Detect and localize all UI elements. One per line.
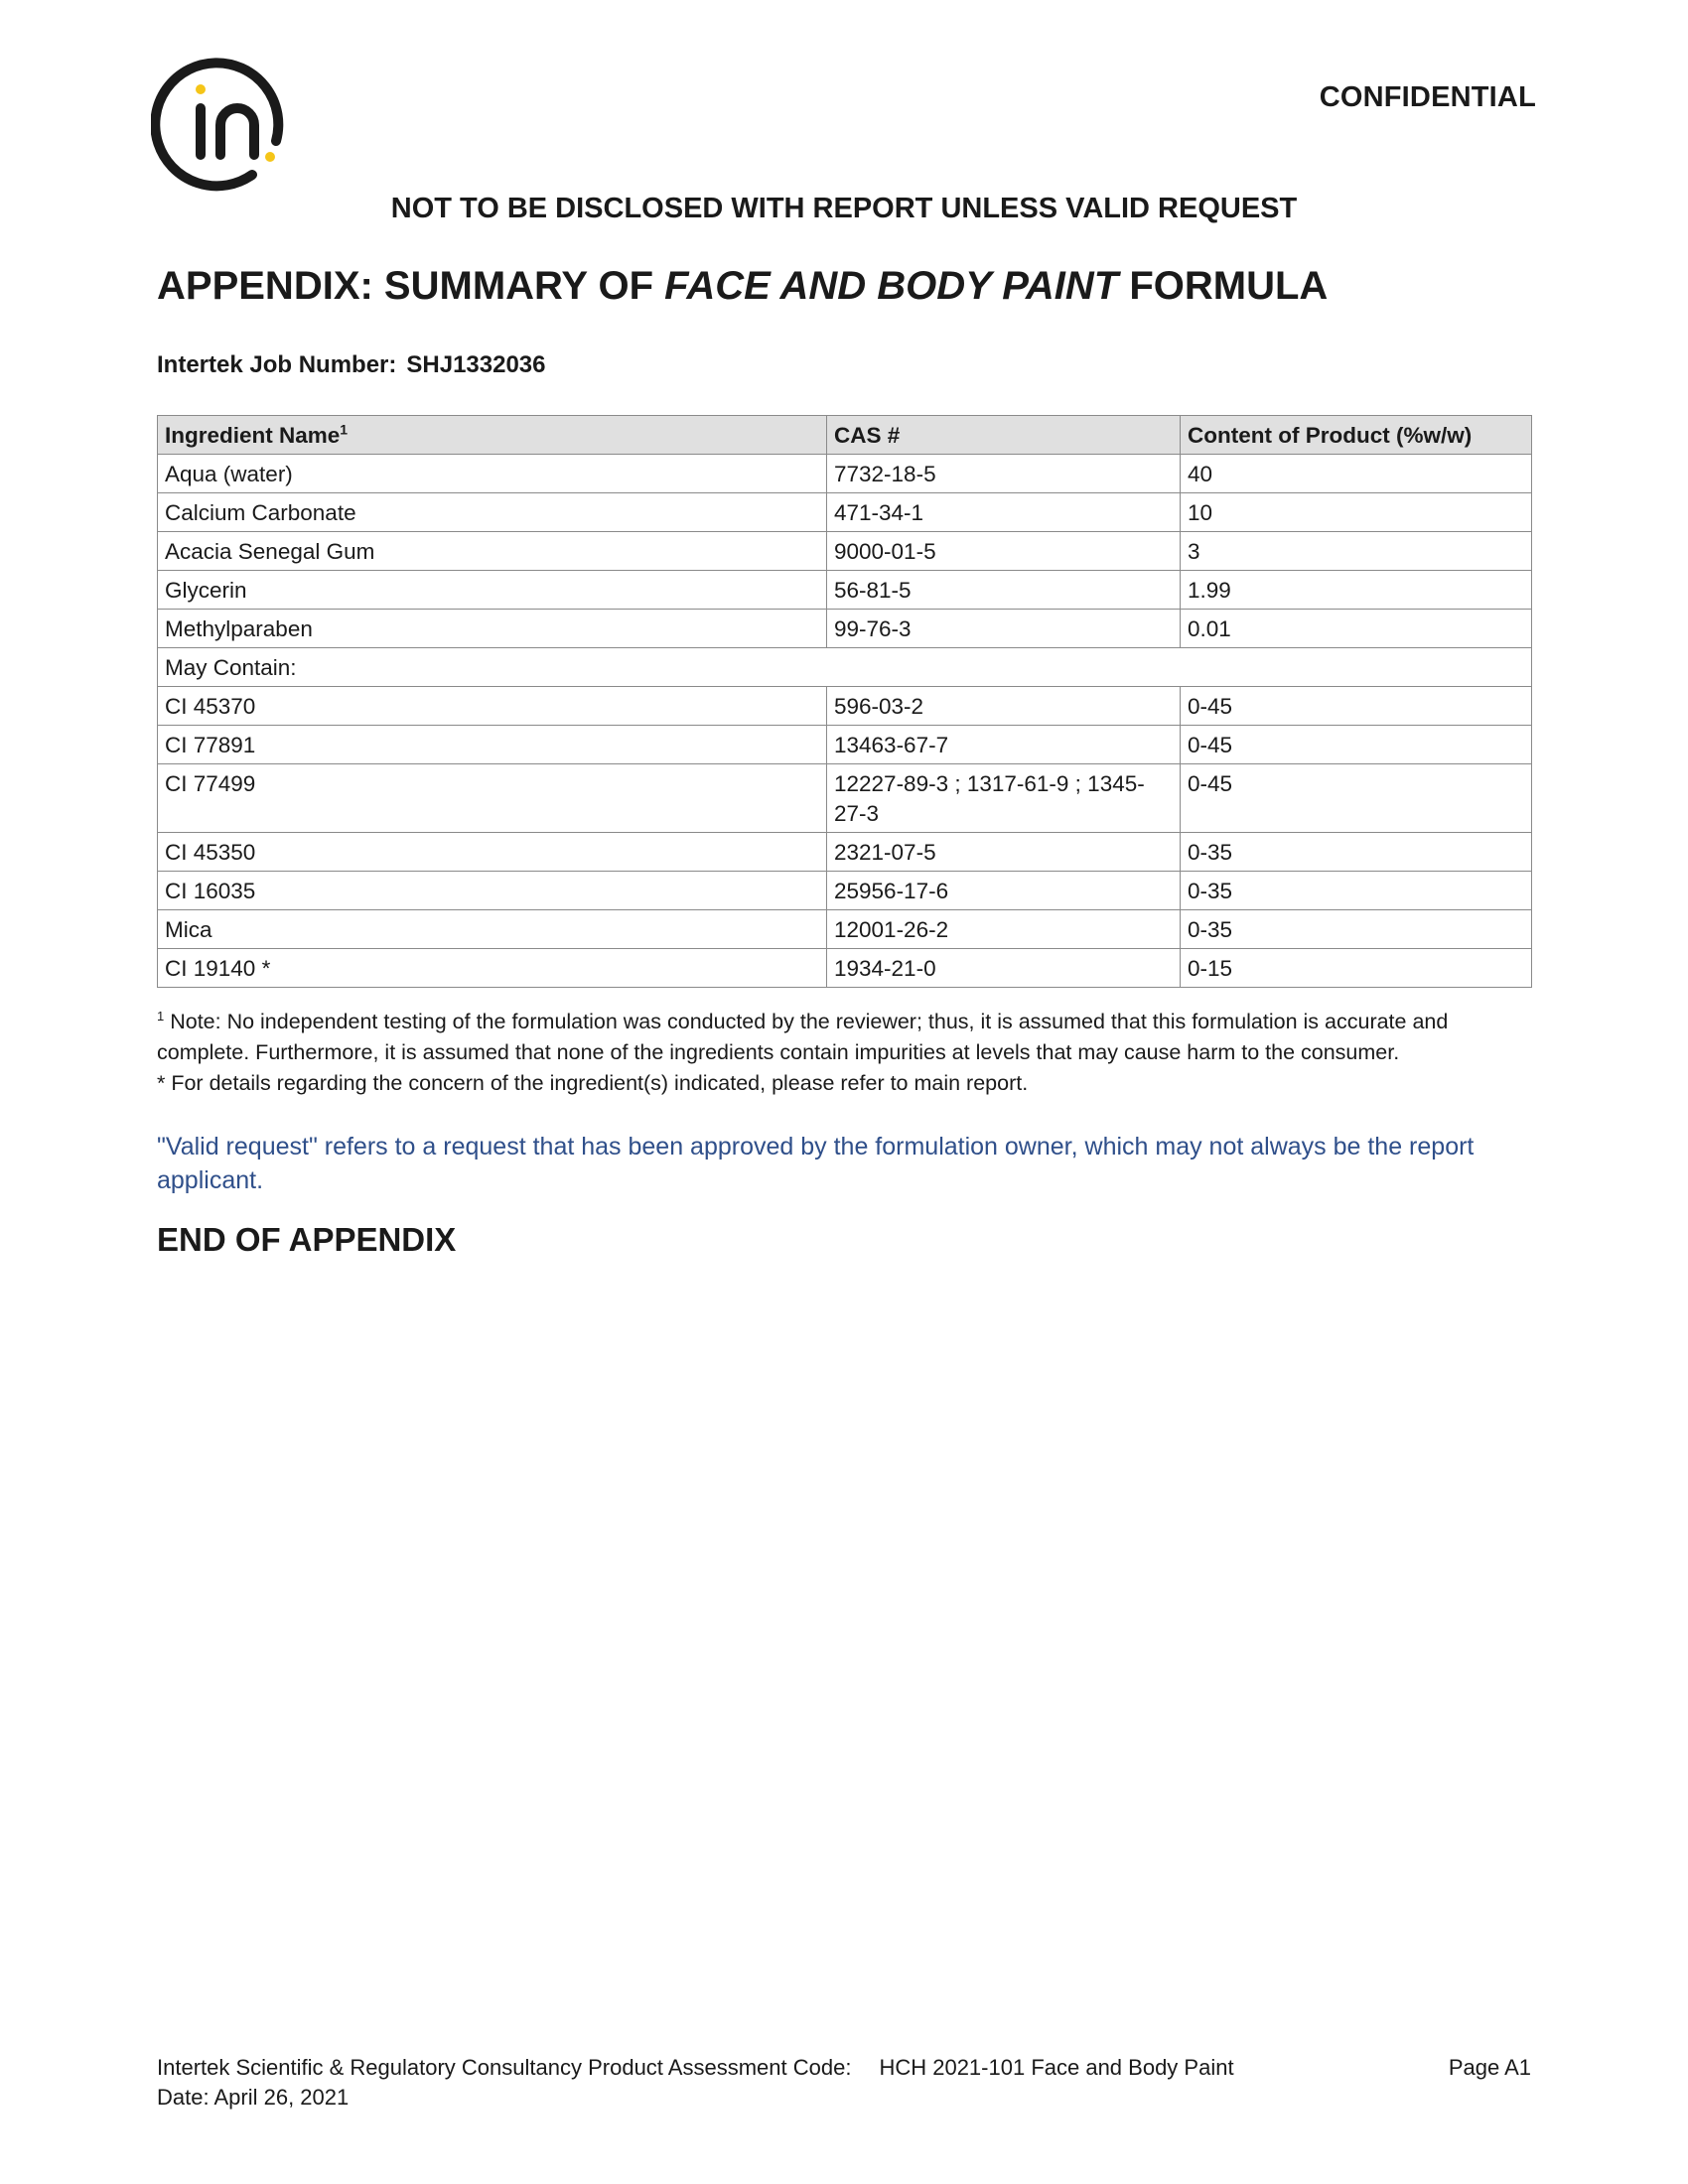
- formula-table: [157, 415, 1532, 988]
- job-number-value: SHJ1332036: [406, 351, 546, 378]
- cas-number: 9000-01-5: [827, 532, 1181, 571]
- title-prefix: APPENDIX: SUMMARY OF: [157, 264, 665, 308]
- may-contain-row: [158, 648, 1532, 687]
- ingredient-name: CI 19140 *: [158, 949, 827, 988]
- table-row: [158, 910, 1532, 949]
- assessment-code-value: HCH 2021-101 Face and Body Paint: [879, 2055, 1234, 2080]
- disclosure-notice: NOT TO BE DISCLOSED WITH REPORT UNLESS VALID REQUEST: [390, 193, 1298, 224]
- ingredient-name: Mica: [158, 910, 827, 949]
- ingredient-name: CI 77499: [158, 764, 827, 833]
- report-date: Date: April 26, 2021: [157, 2085, 350, 2110]
- title-suffix: FORMULA: [1118, 264, 1329, 308]
- cas-number: 471-34-1: [827, 493, 1181, 532]
- ingredient-name: CI 77891: [158, 726, 827, 764]
- cas-number: 12001-26-2: [827, 910, 1181, 949]
- cas-number: 25956-17-6: [827, 872, 1181, 910]
- header-footnote-ref: 1: [340, 421, 349, 438]
- job-number-label: Intertek Job Number:: [157, 351, 397, 378]
- cas-number: 1934-21-0: [827, 949, 1181, 988]
- table-row: [158, 493, 1532, 532]
- may-contain-label: May Contain:: [158, 648, 1532, 687]
- table-row: [158, 872, 1532, 910]
- job-number: [157, 351, 546, 379]
- content-percent: 0-45: [1181, 726, 1532, 764]
- ingredient-name: Calcium Carbonate: [158, 493, 827, 532]
- footnote-1-marker: 1: [157, 1009, 165, 1024]
- table-row: [158, 532, 1532, 571]
- table-notes: [157, 1001, 1537, 1099]
- assessment-code-label: Intertek Scientific & Regulatory Consultancy Product Assessment Code:: [157, 2055, 852, 2080]
- valid-request-note: "Valid request" refers to a request that has been approved by the formulation owner, which may not always be the report applicant.: [157, 1133, 1475, 1194]
- intertek-logo: [151, 54, 290, 193]
- content-percent: 0-45: [1181, 687, 1532, 726]
- ingredient-name: CI 45350: [158, 833, 827, 872]
- page-title: [157, 264, 1328, 309]
- table-row: [158, 949, 1532, 988]
- footnote-1-text: Note: No independent testing of the formulation was conducted by the reviewer; thus, it is assumed that this formulation is accurate and complete. Furthermore, it is assumed that none of the ingredients contain impurities at levels that may cause harm to the consumer.: [157, 1010, 1449, 1065]
- content-percent: 0-35: [1181, 910, 1532, 949]
- cas-number: 2321-07-5: [827, 833, 1181, 872]
- page-footer: [157, 2053, 1531, 2113]
- confidential-label: CONFIDENTIAL: [1319, 81, 1536, 113]
- intertek-in-logo-icon: [151, 54, 290, 193]
- end-of-appendix: END OF APPENDIX: [157, 1221, 457, 1258]
- table-row: [158, 833, 1532, 872]
- table-row: [158, 687, 1532, 726]
- ingredient-name: Aqua (water): [158, 455, 827, 493]
- content-percent: 0.01: [1181, 610, 1532, 648]
- ingredient-name: CI 45370: [158, 687, 827, 726]
- ingredient-name: Acacia Senegal Gum: [158, 532, 827, 571]
- table-row: [158, 726, 1532, 764]
- table-row: [158, 571, 1532, 610]
- assessment-code: [157, 2053, 1234, 2083]
- content-percent: 0-35: [1181, 833, 1532, 872]
- table-row: [158, 764, 1532, 833]
- header-content: Content of Product (%w/w): [1181, 416, 1532, 455]
- cas-number: 7732-18-5: [827, 455, 1181, 493]
- footer-line: [157, 2053, 1531, 2083]
- cas-number: 56-81-5: [827, 571, 1181, 610]
- footnote-1: [157, 1001, 1537, 1068]
- content-percent: 0-45: [1181, 764, 1532, 833]
- content-percent: 1.99: [1181, 571, 1532, 610]
- ingredient-name: Methylparaben: [158, 610, 827, 648]
- footnote-asterisk: * For details regarding the concern of the ingredient(s) indicated, please refer to main report.: [157, 1071, 1029, 1096]
- header-ingredient-name: Ingredient Name$^1$: [158, 416, 827, 455]
- table-row: [158, 455, 1532, 493]
- content-percent: 0-35: [1181, 872, 1532, 910]
- table-row: [158, 610, 1532, 648]
- content-percent: 0-15: [1181, 949, 1532, 988]
- content-percent: 40: [1181, 455, 1532, 493]
- table-header-row: [158, 416, 1532, 455]
- header-cas: CAS #: [827, 416, 1181, 455]
- cas-number: 13463-67-7: [827, 726, 1181, 764]
- page-number: Page A1: [1448, 2055, 1531, 2080]
- title-product: FACE AND BODY PAINT: [664, 264, 1119, 308]
- ingredient-name: Glycerin: [158, 571, 827, 610]
- ingredient-name: CI 16035: [158, 872, 827, 910]
- cas-number: 596-03-2: [827, 687, 1181, 726]
- content-percent: 3: [1181, 532, 1532, 571]
- cas-number: 12227-89-3 ; 1317-61-9 ; 1345-27-3: [827, 764, 1181, 833]
- content-percent: 10: [1181, 493, 1532, 532]
- cas-number: 99-76-3: [827, 610, 1181, 648]
